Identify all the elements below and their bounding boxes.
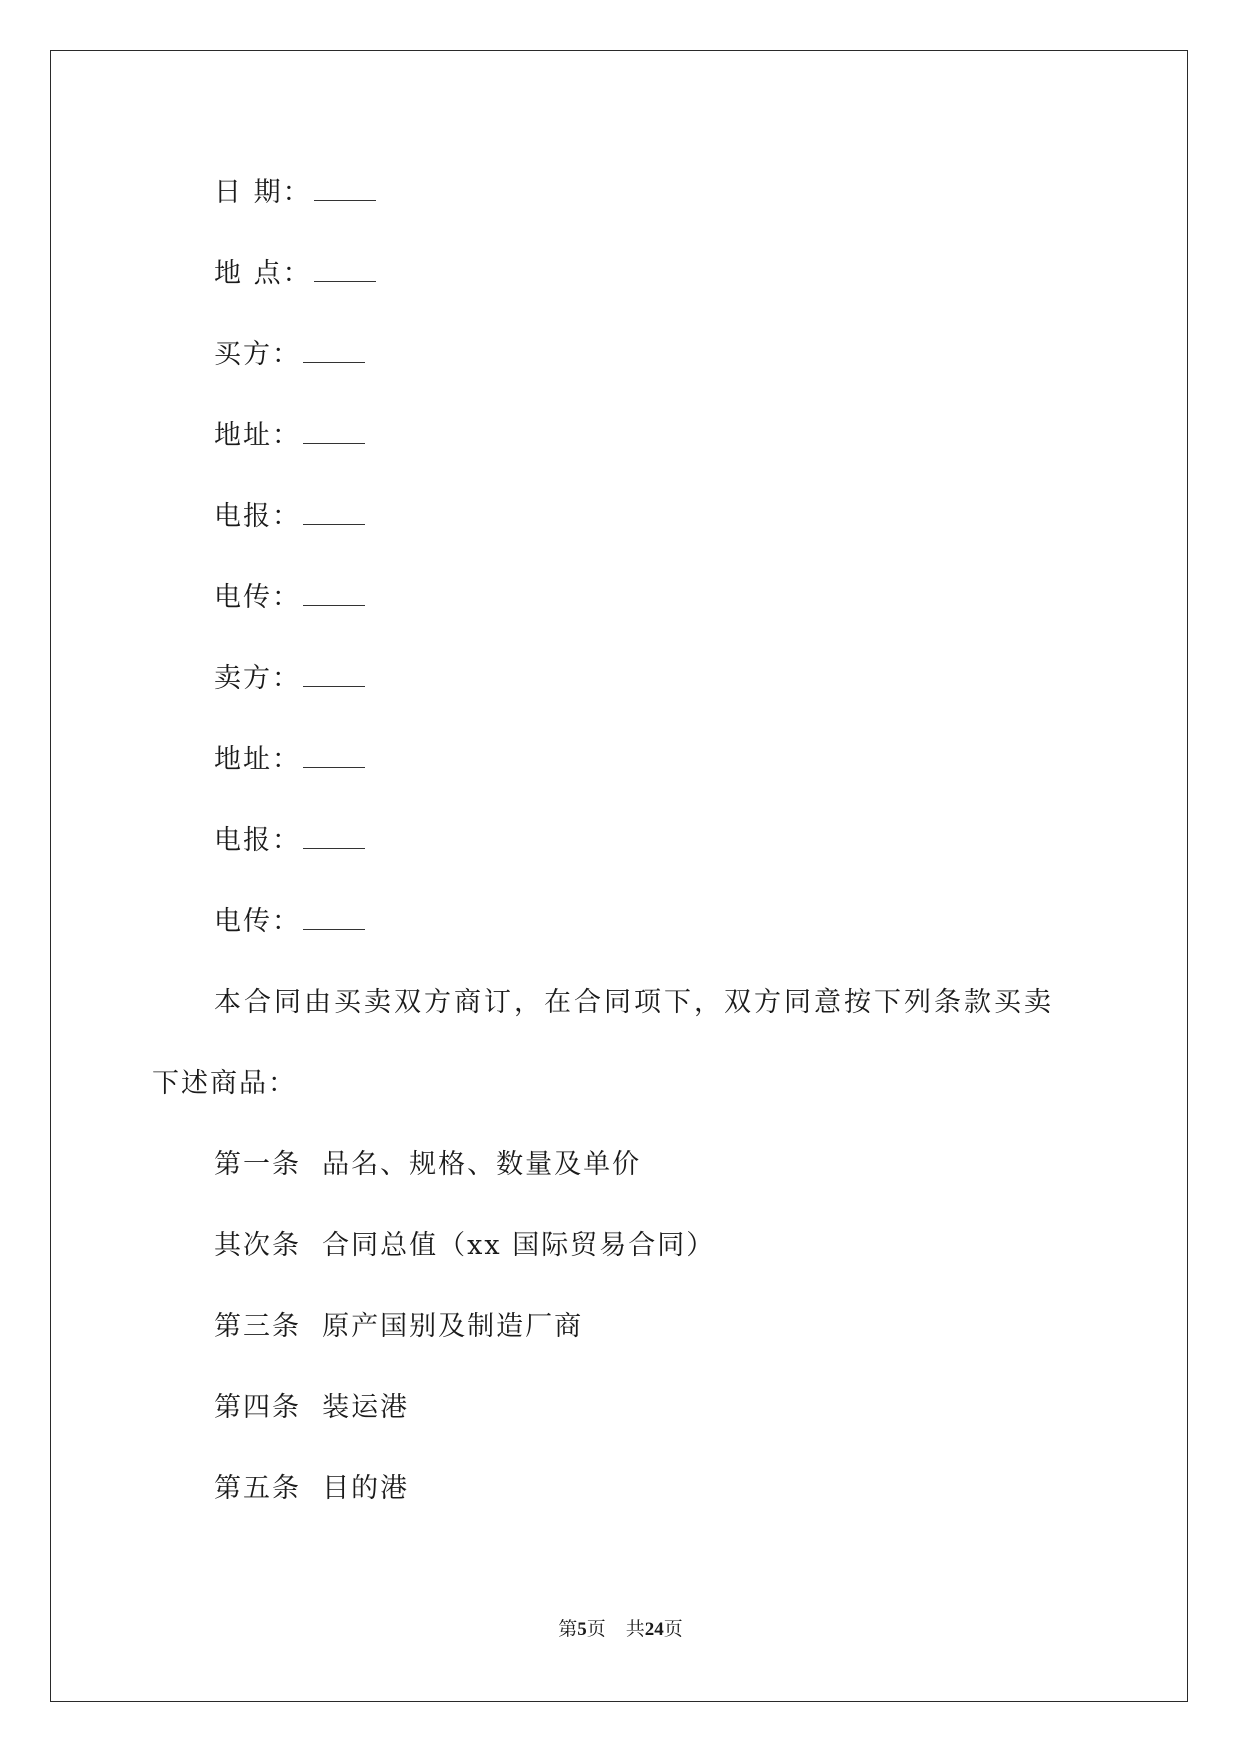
blank-line [303, 826, 365, 849]
footer-total-prefix: 共 [625, 1619, 645, 1640]
clause-5: 第五条 目的港 [214, 1473, 410, 1504]
field-label: 电报： [214, 501, 301, 532]
field-buyer-telex [214, 581, 365, 615]
blank-line [303, 421, 365, 444]
field-label: 卖方： [214, 663, 301, 694]
blank-line [303, 907, 365, 930]
field-seller [214, 662, 365, 696]
footer-prefix: 第 [558, 1619, 578, 1640]
field-place [214, 257, 376, 291]
field-label: 日 期： [214, 177, 312, 208]
clause-1: 第一条 品名、规格、数量及单价 [214, 1149, 642, 1180]
clause-4: 第四条 装运港 [214, 1392, 410, 1423]
blank-line [303, 340, 365, 363]
blank-line [303, 583, 365, 606]
blank-line [303, 664, 365, 687]
field-label: 电传： [214, 582, 301, 613]
field-buyer [214, 338, 365, 372]
clause-2: 其次条 合同总值（xx 国际贸易合同） [214, 1230, 716, 1261]
field-buyer-address [214, 419, 365, 453]
field-seller-telex [214, 905, 365, 939]
blank-line [303, 502, 365, 525]
page-border [50, 50, 1188, 1702]
field-date [214, 176, 376, 210]
field-buyer-telegram [214, 500, 365, 534]
total-pages: 24 [644, 1619, 664, 1640]
field-label: 地址： [214, 744, 301, 775]
page-number: 5 [577, 1619, 587, 1640]
field-label: 电传： [214, 906, 301, 937]
intro-line-1: 本合同由买卖双方商订，在合同项下，双方同意按下列条款买卖 [214, 987, 1054, 1018]
field-label: 地址： [214, 420, 301, 451]
footer-total-suffix: 页 [663, 1619, 683, 1640]
page-footer [0, 1618, 1241, 1642]
field-label: 买方： [214, 339, 301, 370]
field-label: 电报： [214, 825, 301, 856]
blank-line [314, 178, 376, 201]
clause-3: 第三条 原产国别及制造厂商 [214, 1311, 584, 1342]
field-label: 地 点： [214, 258, 312, 289]
blank-line [303, 745, 365, 768]
intro-line-2: 下述商品： [152, 1068, 297, 1099]
blank-line [314, 259, 376, 282]
field-seller-address [214, 743, 365, 777]
footer-page-suffix: 页 [586, 1619, 606, 1640]
field-seller-telegram [214, 824, 365, 858]
